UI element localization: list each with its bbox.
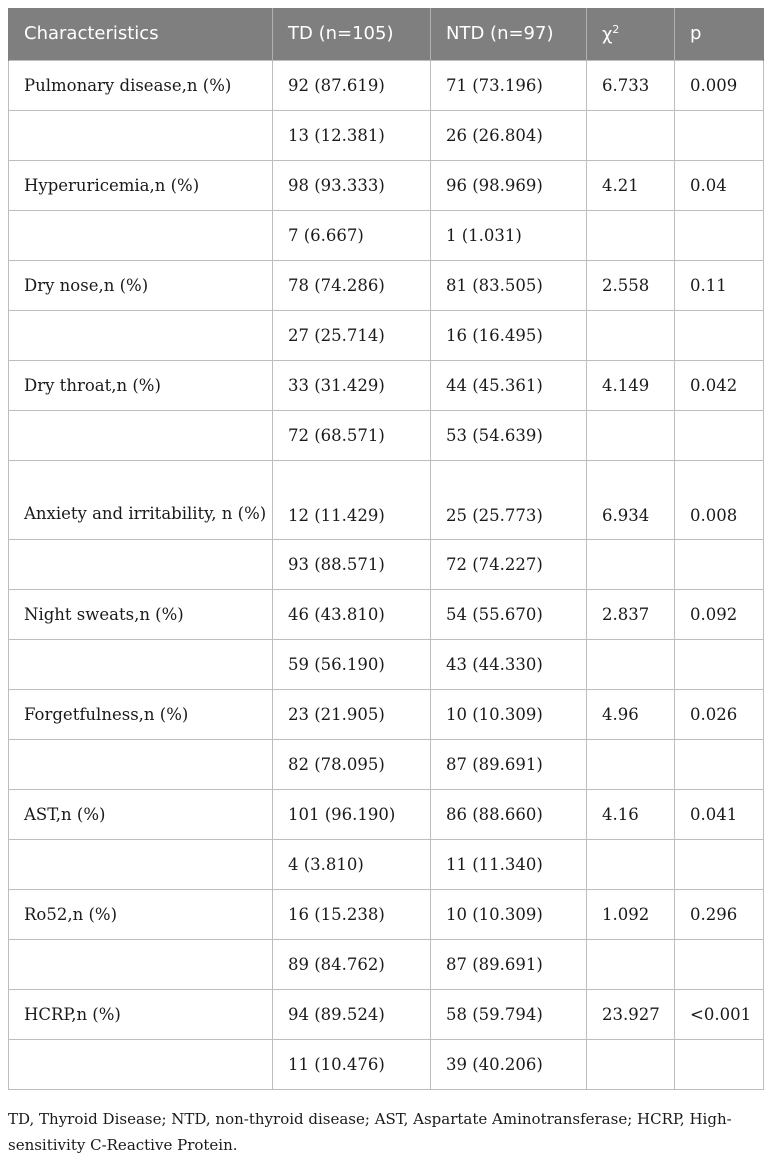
cell-chi: 6.733 <box>587 60 675 110</box>
table-row <box>9 639 764 689</box>
cell-chi <box>587 639 675 689</box>
cell-td: 11 (10.476) <box>273 1039 431 1089</box>
cell-p <box>675 210 764 260</box>
cell-ntd: 53 (54.639) <box>431 410 587 460</box>
cell-td: 98 (93.333) <box>273 160 431 210</box>
cell-chi: 4.96 <box>587 689 675 739</box>
cell-label <box>9 410 273 460</box>
cell-td: 93 (88.571) <box>273 539 431 589</box>
table-row <box>9 310 764 360</box>
cell-ntd: 96 (98.969) <box>431 160 587 210</box>
table-row <box>9 410 764 460</box>
cell-p: 0.026 <box>675 689 764 739</box>
cell-td: 72 (68.571) <box>273 410 431 460</box>
header-td: TD (n=105) <box>273 8 431 60</box>
cell-chi: 23.927 <box>587 989 675 1039</box>
chi-symbol: χ <box>602 23 613 45</box>
cell-ntd: 87 (89.691) <box>431 939 587 989</box>
table-row <box>9 689 764 739</box>
cell-p: 0.041 <box>675 789 764 839</box>
characteristics-table <box>8 8 764 1090</box>
cell-chi <box>587 410 675 460</box>
cell-ntd: 87 (89.691) <box>431 739 587 789</box>
cell-ntd: 1 (1.031) <box>431 210 587 260</box>
cell-chi: 6.934 <box>587 460 675 539</box>
cell-ntd: 11 (11.340) <box>431 839 587 889</box>
cell-ntd: 54 (55.670) <box>431 589 587 639</box>
cell-p <box>675 539 764 589</box>
cell-p <box>675 839 764 889</box>
cell-ntd: 81 (83.505) <box>431 260 587 310</box>
cell-chi <box>587 210 675 260</box>
cell-p: 0.04 <box>675 160 764 210</box>
cell-ntd: 25 (25.773) <box>431 460 587 539</box>
cell-chi <box>587 110 675 160</box>
cell-td: 94 (89.524) <box>273 989 431 1039</box>
cell-chi: 4.149 <box>587 360 675 410</box>
table-row <box>9 1039 764 1089</box>
cell-chi: 2.837 <box>587 589 675 639</box>
cell-p <box>675 410 764 460</box>
cell-td: 33 (31.429) <box>273 360 431 410</box>
cell-td: 46 (43.810) <box>273 589 431 639</box>
cell-label <box>9 310 273 360</box>
cell-p <box>675 110 764 160</box>
cell-label <box>9 1039 273 1089</box>
cell-label <box>9 839 273 889</box>
table-row <box>9 110 764 160</box>
table-row <box>9 160 764 210</box>
table-row <box>9 60 764 110</box>
cell-chi: 2.558 <box>587 260 675 310</box>
header-ntd: NTD (n=97) <box>431 8 587 60</box>
cell-td: 78 (74.286) <box>273 260 431 310</box>
cell-label: Night sweats,n (%) <box>9 589 273 639</box>
cell-label <box>9 210 273 260</box>
cell-p: 0.009 <box>675 60 764 110</box>
cell-p: 0.092 <box>675 589 764 639</box>
cell-ntd: 58 (59.794) <box>431 989 587 1039</box>
cell-p <box>675 639 764 689</box>
cell-ntd: 86 (88.660) <box>431 789 587 839</box>
table-row <box>9 939 764 989</box>
cell-ntd: 26 (26.804) <box>431 110 587 160</box>
cell-label: Hyperuricemia,n (%) <box>9 160 273 210</box>
cell-td: 89 (84.762) <box>273 939 431 989</box>
cell-td: 23 (21.905) <box>273 689 431 739</box>
cell-p: <0.001 <box>675 989 764 1039</box>
cell-td: 13 (12.381) <box>273 110 431 160</box>
cell-td: 82 (78.095) <box>273 739 431 789</box>
table-row <box>9 210 764 260</box>
cell-label: Forgetfulness,n (%) <box>9 689 273 739</box>
cell-chi <box>587 939 675 989</box>
cell-label: Dry nose,n (%) <box>9 260 273 310</box>
table-row <box>9 839 764 889</box>
cell-td: 27 (25.714) <box>273 310 431 360</box>
cell-label: Dry throat,n (%) <box>9 360 273 410</box>
cell-chi <box>587 310 675 360</box>
header-characteristics: Characteristics <box>9 8 273 60</box>
cell-p: 0.042 <box>675 360 764 410</box>
cell-td: 4 (3.810) <box>273 839 431 889</box>
cell-label <box>9 110 273 160</box>
table-row <box>9 739 764 789</box>
header-p: p <box>675 8 764 60</box>
cell-chi: 1.092 <box>587 889 675 939</box>
cell-p <box>675 310 764 360</box>
cell-p <box>675 739 764 789</box>
cell-p <box>675 1039 764 1089</box>
cell-chi <box>587 1039 675 1089</box>
cell-td: 101 (96.190) <box>273 789 431 839</box>
cell-label: Pulmonary disease,n (%) <box>9 60 273 110</box>
cell-chi <box>587 539 675 589</box>
cell-p: 0.296 <box>675 889 764 939</box>
cell-td: 7 (6.667) <box>273 210 431 260</box>
chi-superscript: 2 <box>612 22 620 36</box>
table-footnote: TD, Thyroid Disease; NTD, non-thyroid disease; AST, Aspartate Aminotransferase; HCRP, High-sensitivity C-Reactive Protein. <box>8 1110 732 1154</box>
cell-p: 0.008 <box>675 460 764 539</box>
table-row <box>9 989 764 1039</box>
cell-p: 0.11 <box>675 260 764 310</box>
cell-td: 59 (56.190) <box>273 639 431 689</box>
cell-label <box>9 939 273 989</box>
cell-label: HCRP,n (%) <box>9 989 273 1039</box>
cell-label: AST,n (%) <box>9 789 273 839</box>
cell-td: 92 (87.619) <box>273 60 431 110</box>
cell-label: Ro52,n (%) <box>9 889 273 939</box>
cell-p <box>675 939 764 989</box>
table-row <box>9 539 764 589</box>
table-row <box>9 789 764 839</box>
table-row <box>9 260 764 310</box>
table-header-row <box>9 8 764 60</box>
cell-chi <box>587 839 675 889</box>
header-chi-square <box>587 8 675 60</box>
cell-chi: 4.16 <box>587 789 675 839</box>
cell-td: 12 (11.429) <box>273 460 431 539</box>
cell-chi <box>587 739 675 789</box>
cell-ntd: 10 (10.309) <box>431 889 587 939</box>
cell-label: Anxiety and irritability, n (%) <box>9 460 273 539</box>
cell-ntd: 10 (10.309) <box>431 689 587 739</box>
cell-ntd: 16 (16.495) <box>431 310 587 360</box>
table-row <box>9 460 764 539</box>
cell-chi: 4.21 <box>587 160 675 210</box>
table-row <box>9 589 764 639</box>
table-row <box>9 889 764 939</box>
cell-ntd: 72 (74.227) <box>431 539 587 589</box>
cell-label <box>9 539 273 589</box>
table-row <box>9 360 764 410</box>
cell-ntd: 71 (73.196) <box>431 60 587 110</box>
cell-td: 16 (15.238) <box>273 889 431 939</box>
cell-label <box>9 639 273 689</box>
cell-ntd: 43 (44.330) <box>431 639 587 689</box>
cell-label <box>9 739 273 789</box>
cell-ntd: 39 (40.206) <box>431 1039 587 1089</box>
cell-ntd: 44 (45.361) <box>431 360 587 410</box>
